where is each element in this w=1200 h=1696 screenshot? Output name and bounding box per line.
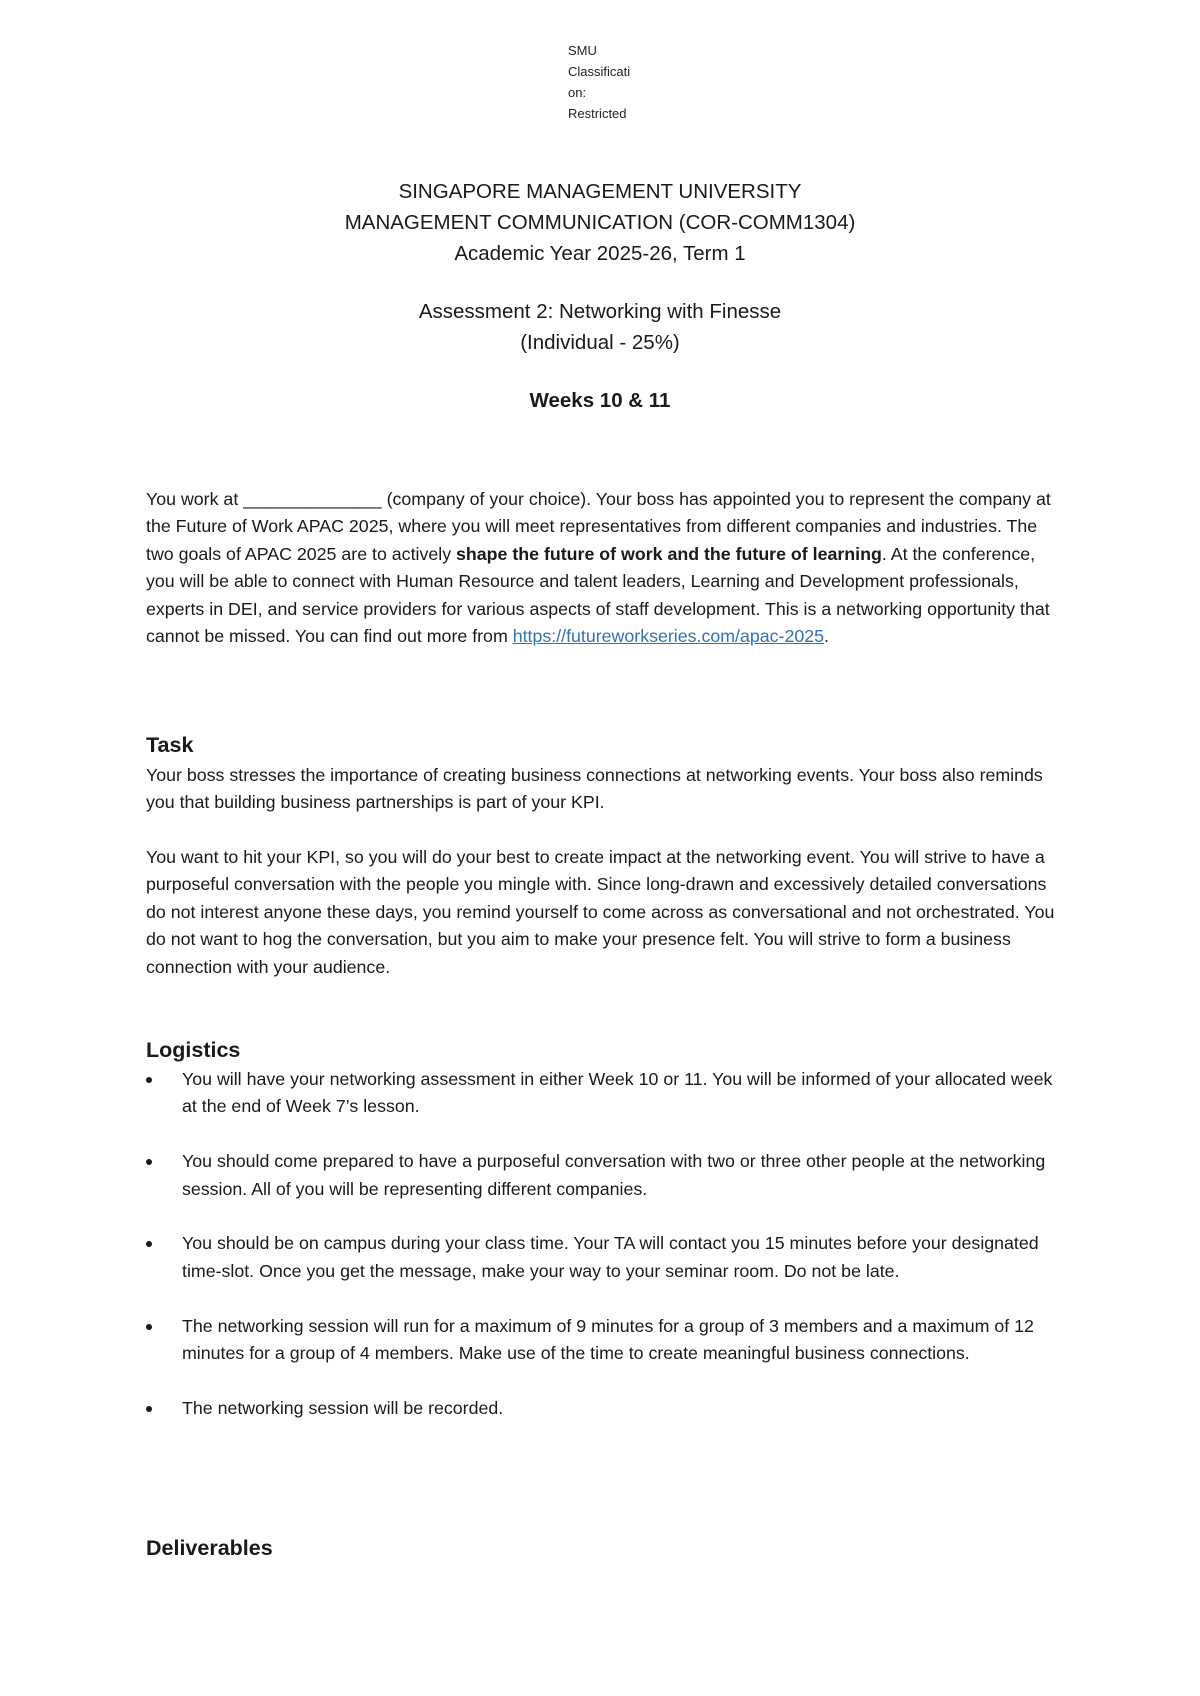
list-item bbox=[146, 1148, 1058, 1203]
event-link[interactable]: https://futureworkseries.com/apac-2025 bbox=[512, 626, 825, 647]
intro-paragraph bbox=[146, 486, 1056, 650]
list-item bbox=[146, 1395, 1058, 1422]
list-item-text: The networking session will run for a maximum of 9 minutes for a group of 3 members and a maximum of 12 minutes for a group of 4 members. Make use of the time to create meaningful business connections. bbox=[182, 1315, 1034, 1364]
intro-text: You work at ______________ (company of your choice). Your boss has appointed you to represent the company at the Future of Work APAC 2025, where you will meet representatives from different companies and industries. The two goals of APAC 2025 are to actively bbox=[146, 489, 1051, 564]
task-heading: Task bbox=[146, 733, 194, 757]
intro-text: . At the conference, you will be able to connect with Human Resource and talent leaders, Learning and Development professionals, experts in DEI, and service providers for various aspects of staff development. This is a networking opportunity that cannot be missed. You can find out more from bbox=[146, 543, 1050, 647]
deliverables-heading: Deliverables bbox=[146, 1536, 273, 1560]
bullet-icon bbox=[146, 1159, 152, 1165]
list-item bbox=[146, 1313, 1058, 1368]
list-item-text: You should be on campus during your class time. Your TA will contact you 15 minutes before your designated time-slot. Once you get the message, make your way to your seminar room. Do not be late. bbox=[182, 1233, 1039, 1281]
logistics-list bbox=[146, 1066, 1058, 1450]
bullet-icon bbox=[146, 1241, 152, 1247]
logistics-heading: Logistics bbox=[146, 1038, 241, 1062]
bullet-icon bbox=[146, 1406, 152, 1412]
bullet-icon bbox=[146, 1324, 152, 1330]
classification-line: Classificati bbox=[568, 64, 631, 79]
bullet-icon bbox=[146, 1077, 152, 1083]
list-item-text: The networking session will be recorded. bbox=[182, 1397, 504, 1418]
list-item bbox=[146, 1230, 1058, 1285]
university-name: SINGAPORE MANAGEMENT UNIVERSITY bbox=[398, 180, 802, 203]
intro-emphasis: shape the future of work and the future of learning bbox=[456, 543, 882, 564]
classification-label bbox=[568, 40, 648, 124]
academic-term: Academic Year 2025-26, Term 1 bbox=[454, 242, 746, 265]
task-paragraph: You want to hit your KPI, so you will do your best to create impact at the networking event. You will strive to have a purposeful conversation with the people you mingle with. Since long-drawn and excessively detailed conversations do not interest anyone these days, you remind yourself to come across as conversational and not orchestrated. You do not want to hog the conversation, but you aim to make your presence felt. You will strive to form a business connection with your audience. bbox=[146, 847, 1055, 977]
list-item-text: You should come prepared to have a purposeful conversation with two or three other people at the networking session. All of you will be representing different companies. bbox=[182, 1151, 1046, 1199]
list-item-text: You will have your networking assessment in either Week 10 or 11. You will be informed of your allocated week at the end of Week 7’s lesson. bbox=[182, 1069, 1053, 1117]
assessment-weight: (Individual - 25%) bbox=[520, 331, 680, 354]
intro-text: . bbox=[824, 626, 829, 647]
assessment-title: Assessment 2: Networking with Finesse bbox=[418, 300, 782, 323]
assessment-weeks: Weeks 10 & 11 bbox=[529, 389, 671, 412]
list-item bbox=[146, 1066, 1058, 1121]
classification-line: on: bbox=[568, 85, 587, 100]
classification-line: Restricted bbox=[568, 106, 627, 121]
classification-line: SMU bbox=[568, 43, 597, 58]
document-header bbox=[0, 176, 1200, 416]
course-title: MANAGEMENT COMMUNICATION (COR-COMM1304) bbox=[344, 211, 856, 234]
task-paragraph: Your boss stresses the importance of creating business connections at networking events. Your boss also reminds you that building business partnerships is part of your KPI. bbox=[146, 765, 1043, 813]
